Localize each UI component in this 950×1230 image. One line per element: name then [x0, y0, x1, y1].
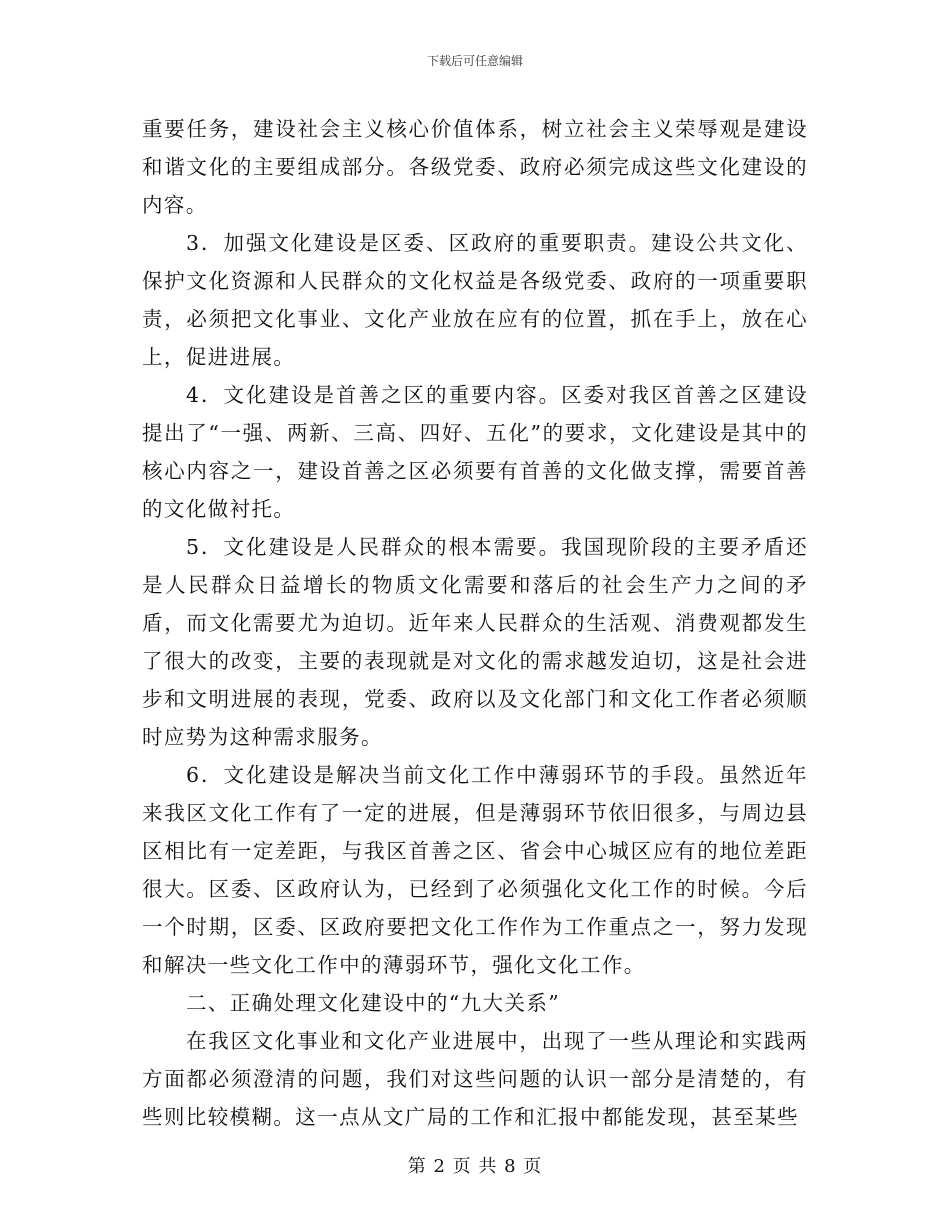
page-header: 下载后可任意编辑	[426, 54, 523, 68]
page-number-footer: 第 2 页 共 8 页	[407, 1156, 543, 1177]
paragraph-continuation: 重要任务，建设社会主义核心价值体系，树立社会主义荣辱观是建设和谐文化的主要组成部分。各级党委、政府必须完成这些文化建设的内容。	[142, 117, 808, 217]
paragraph-item-6: 6．文化建设是解决当前文化工作中薄弱环节的手段。虽然近年来我区文化工作有了一定的进展，但是薄弱环节依旧很多，与周边县区相比有一定差距，与我区首善之区、省会中心城区应有的地位差距很大。区委、区政府认为，已经到了必须强化文化工作的时候。今后一个时期，区委、区政府要把文化工作作为工作重点之一，努力发现和解决一些文化工作中的薄弱环节，强化文化工作。	[142, 763, 808, 977]
paragraph-item-4: 4．文化建设是首善之区的重要内容。区委对我区首善之区建设提出了“一强、两新、三高、四好、五化”的要求，文化建设是其中的核心内容之一，建设首善之区必须要有首善的文化做支撑，需要首善的文化做衬托。	[142, 383, 808, 521]
paragraph-item-5: 5．文化建设是人民群众的根本需要。我国现阶段的主要矛盾还是人民群众日益增长的物质文化需要和落后的社会生产力之间的矛盾，而文化需要尤为迫切。近年来人民群众的生活观、消费观都发生了很大的改变，主要的表现就是对文化的需求越发迫切，这是社会进步和文明进展的表现，党委、政府以及文化部门和文化工作者必须顺时应势为这种需求服务。	[142, 535, 808, 749]
section-heading: 二、正确处理文化建设中的“九大关系”	[186, 991, 561, 1015]
paragraph-section-intro: 在我区文化事业和文化产业进展中，出现了一些从理论和实践两方面都必须澄清的问题，我们对这些问题的认识一部分是清楚的，有些则比较模糊。这一点从文广局的工作和汇报中都能发现，甚至某些	[142, 1029, 808, 1129]
document-body	[142, 110, 808, 1136]
paragraph-item-3: 3．加强文化建设是区委、区政府的重要职责。建设公共文化、保护文化资源和人民群众的文化权益是各级党委、政府的一项重要职责，必须把文化事业、文化产业放在应有的位置，抓在手上，放在心上，促进进展。	[142, 231, 808, 369]
